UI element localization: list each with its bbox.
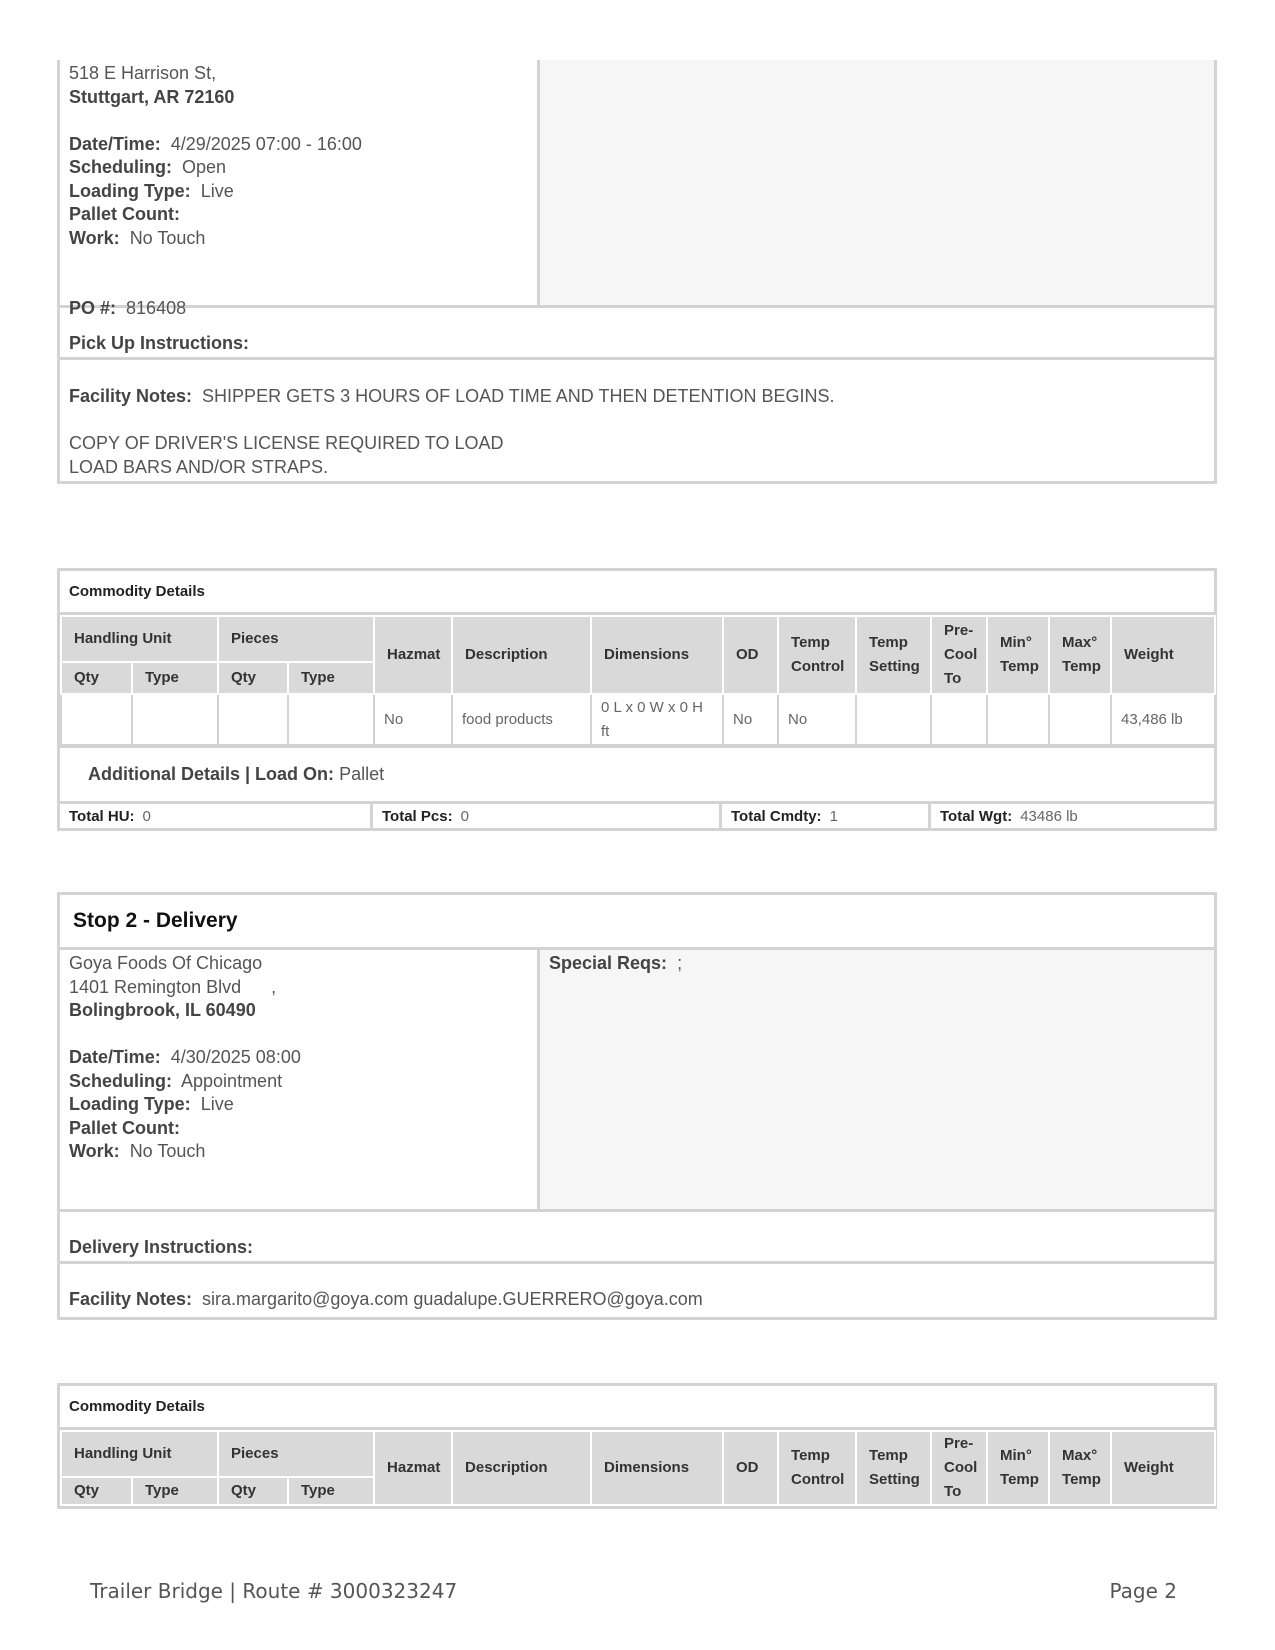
datetime-line <box>69 133 528 157</box>
delivery-instructions-label: Delivery Instructions: <box>69 1237 254 1257</box>
facility-note-1: SHIPPER GETS 3 HOURS OF LOAD TIME AND THEN DETENTION BEGINS. <box>202 386 835 406</box>
loading-type-line <box>69 180 528 204</box>
work-line <box>69 227 528 251</box>
pc-type-header: Type <box>288 1477 374 1505</box>
datetime-value: 4/30/2025 08:00 <box>170 1047 301 1067</box>
po-value: 816408 <box>126 298 187 318</box>
precool-cell <box>931 694 987 745</box>
min-temp-header: Min° Temp <box>987 616 1049 694</box>
temp-setting-header: Temp Setting <box>856 616 931 694</box>
city-state-zip: Bolingbrook, IL 60490 <box>69 1000 256 1020</box>
additional-details-value: Pallet <box>339 764 385 784</box>
max-temp-cell <box>1049 694 1111 745</box>
work-line <box>69 1140 528 1164</box>
pallet-count-label: Pallet Count: <box>69 204 180 224</box>
datetime-value: 4/29/2025 07:00 - 16:00 <box>170 133 362 154</box>
totals-row <box>60 801 1214 828</box>
stop-1-special-reqs-panel <box>540 60 1214 305</box>
commodity-details-2 <box>57 1383 1217 1509</box>
max-temp-header: Max° Temp <box>1049 1431 1111 1505</box>
dimensions-header: Dimensions <box>591 1431 723 1505</box>
city-state-zip: Stuttgart, AR 72160 <box>69 86 235 107</box>
handling-unit-header: Handling Unit <box>61 1431 218 1477</box>
footer-page-number: Page 2 <box>1109 1579 1177 1603</box>
hazmat-header: Hazmat <box>374 616 452 694</box>
stop-2-title: Stop 2 - Delivery <box>60 895 1214 950</box>
weight-header: Weight <box>1111 616 1215 694</box>
pc-qty-header: Qty <box>218 662 288 694</box>
work-value: No Touch <box>129 1141 206 1161</box>
total-wgt: Total Wgt: 43486 lb <box>940 807 1078 825</box>
dimensions-header: Dimensions <box>591 616 723 694</box>
max-temp-header: Max° Temp <box>1049 616 1111 694</box>
commodity-details-title: Commodity Details <box>60 571 1214 615</box>
hu-qty-header: Qty <box>61 662 132 694</box>
stop-2-address-block <box>60 950 540 1209</box>
total-cmdty: Total Cmdty: 1 <box>722 804 931 828</box>
special-reqs-panel <box>540 950 1214 1209</box>
special-reqs-value: ; <box>677 953 683 973</box>
description-header: Description <box>452 616 591 694</box>
total-hu: Total HU: 0 <box>60 804 373 828</box>
min-temp-header: Min° Temp <box>987 1431 1049 1505</box>
scheduling-value: Appointment <box>181 1070 283 1091</box>
scheduling-label: Scheduling: <box>69 1070 172 1091</box>
footer-route: Trailer Bridge | Route # 3000323247 <box>90 1579 458 1603</box>
scheduling-line <box>69 1070 528 1094</box>
commodity-details-title: Commodity Details <box>60 1386 1214 1430</box>
additional-details <box>60 746 1214 801</box>
datetime-label: Date/Time: <box>69 133 161 154</box>
commodity-table <box>60 1430 1216 1506</box>
additional-details-label: Additional Details | Load On: <box>88 764 335 784</box>
table-row <box>61 694 1215 745</box>
hazmat-header: Hazmat <box>374 1431 452 1505</box>
special-reqs-label: Special Reqs: <box>549 953 668 973</box>
pc-qty-header: Qty <box>218 1477 288 1505</box>
work-label: Work: <box>69 1141 120 1161</box>
company-name: Goya Foods Of Chicago <box>69 953 263 973</box>
od-header: OD <box>723 1431 778 1505</box>
hu-qty-header: Qty <box>61 1477 132 1505</box>
work-label: Work: <box>69 227 120 248</box>
hu-qty-cell <box>61 694 132 745</box>
scheduling-line <box>69 156 528 180</box>
hu-type-cell <box>132 694 218 745</box>
facility-notes-row <box>60 360 1214 481</box>
pc-type-header: Type <box>288 662 374 694</box>
loading-type-value: Live <box>200 1094 234 1114</box>
handling-unit-header: Handling Unit <box>61 616 218 662</box>
temp-control-header: Temp Control <box>778 1431 856 1505</box>
pickup-instructions-label: Pick Up Instructions: <box>69 333 250 353</box>
pallet-count-label: Pallet Count: <box>69 1117 180 1138</box>
commodity-details-1 <box>57 568 1217 831</box>
temp-control-header: Temp Control <box>778 616 856 694</box>
facility-notes-value: sira.margarito@goya.com guadalupe.GUERRERO@goya.com <box>202 1289 703 1309</box>
facility-note-line-1 <box>69 385 1205 409</box>
loading-type-label: Loading Type: <box>69 180 191 201</box>
stop-1-details-row <box>60 60 1214 318</box>
pieces-header: Pieces <box>218 1431 374 1477</box>
temp-control-cell: No <box>778 694 856 745</box>
pallet-count-line <box>69 1117 528 1141</box>
hazmat-cell: No <box>374 694 452 745</box>
facility-note-2: COPY OF DRIVER'S LICENSE REQUIRED TO LOAD <box>69 433 504 453</box>
od-header: OD <box>723 616 778 694</box>
od-cell: No <box>723 694 778 745</box>
min-temp-cell <box>987 694 1049 745</box>
loading-type-value: Live <box>200 180 234 201</box>
stop-1-section <box>57 60 1217 484</box>
precool-header: Pre- Cool To <box>931 616 987 694</box>
hu-type-header: Type <box>132 662 218 694</box>
stop-2-details-row <box>60 950 1214 1212</box>
total-pcs: Total Pcs: 0 <box>373 804 722 828</box>
address-line: 518 E Harrison St, <box>69 63 217 83</box>
hu-type-header: Type <box>132 1477 218 1505</box>
description-cell: food products <box>452 694 591 745</box>
pc-qty-cell <box>218 694 288 745</box>
po-label: PO #: <box>69 298 117 318</box>
pallet-count-line <box>69 203 528 227</box>
pieces-header: Pieces <box>218 616 374 662</box>
stop-1-address-block <box>60 60 540 318</box>
facility-notes-label: Facility Notes: <box>69 1289 193 1309</box>
address-line: 1401 Remington Blvd , <box>69 976 277 997</box>
work-value: No Touch <box>129 227 206 248</box>
facility-note-3: LOAD BARS AND/OR STRAPS. <box>69 456 329 477</box>
stop-2-section <box>57 892 1217 1320</box>
facility-notes-row <box>60 1264 1214 1317</box>
datetime-line <box>69 1046 528 1070</box>
datetime-label: Date/Time: <box>69 1047 161 1067</box>
temp-setting-header: Temp Setting <box>856 1431 931 1505</box>
weight-cell: 43,486 lb <box>1111 694 1215 745</box>
facility-notes-label: Facility Notes: <box>69 386 193 406</box>
loading-type-label: Loading Type: <box>69 1094 191 1114</box>
scheduling-value: Open <box>182 157 227 177</box>
loading-type-line <box>69 1093 528 1117</box>
temp-setting-cell <box>856 694 931 745</box>
scheduling-label: Scheduling: <box>69 157 172 177</box>
commodity-table <box>60 615 1216 746</box>
pc-type-cell <box>288 694 374 745</box>
dimensions-cell: 0 L x 0 W x 0 H ft <box>591 694 723 745</box>
po-line <box>69 297 528 321</box>
delivery-instructions-row <box>60 1212 1214 1264</box>
weight-header: Weight <box>1111 1431 1215 1505</box>
description-header: Description <box>452 1431 591 1505</box>
precool-header: Pre- Cool To <box>931 1431 987 1505</box>
